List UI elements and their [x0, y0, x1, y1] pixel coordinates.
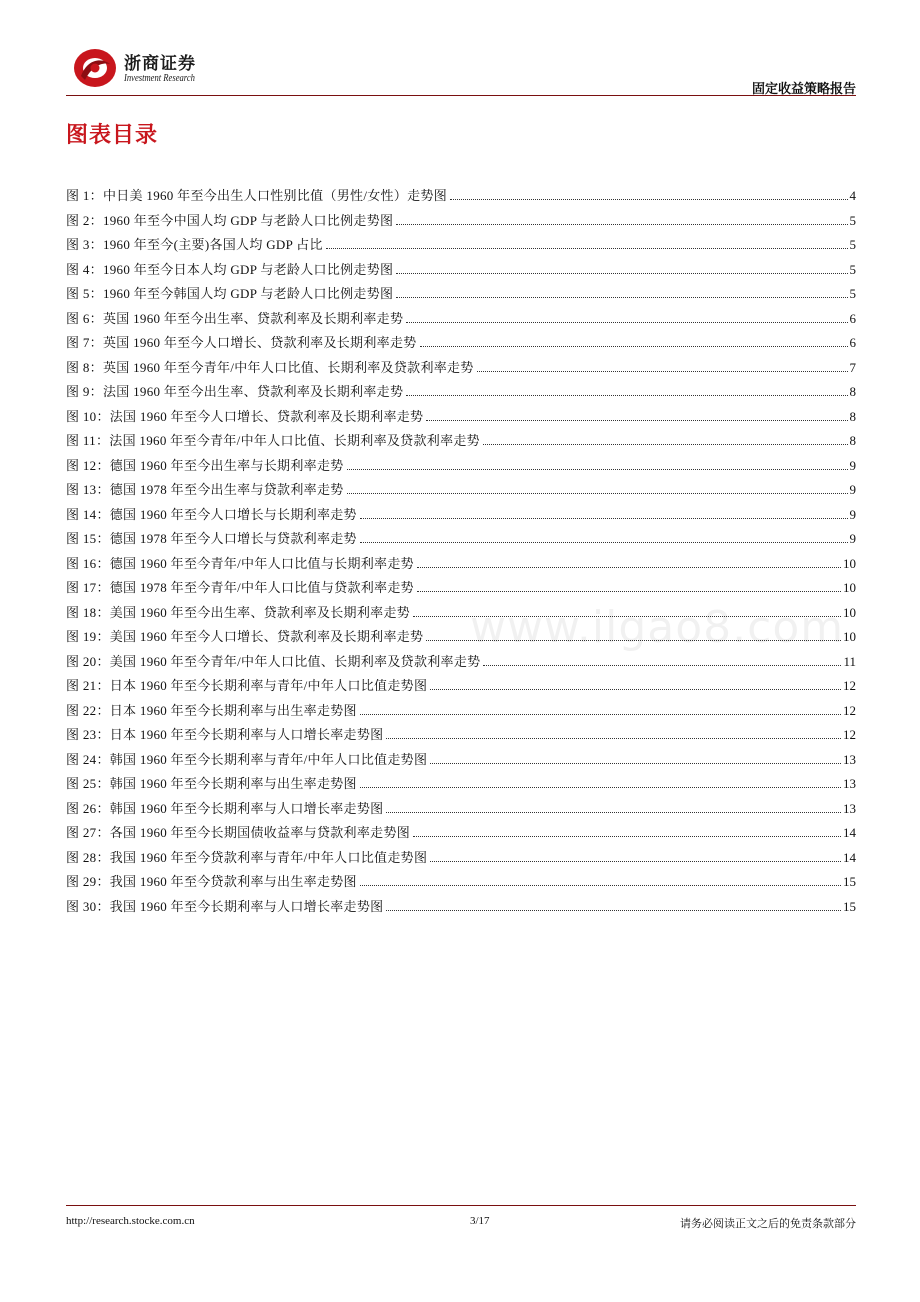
toc-dot-leader: [360, 542, 848, 543]
toc-dot-leader: [406, 322, 847, 323]
toc-entry-label: 图 10：法国 1960 年至今人口增长、贷款利率及长期利率走势: [66, 408, 424, 424]
toc-entry-page: 13: [843, 776, 856, 791]
toc-entry[interactable]: [66, 553, 856, 578]
toc-entry[interactable]: [66, 455, 856, 480]
toc-entry-label: 图 12：德国 1960 年至今出生率与长期利率走势: [66, 457, 344, 473]
toc-entry-label: 图 13：德国 1978 年至今出生率与贷款利率走势: [66, 482, 344, 497]
toc-entry-page: 12: [843, 727, 856, 742]
toc-dot-leader: [430, 763, 841, 764]
toc-entry-label: 图 22：日本 1960 年至今长期利率与出生率走势图: [66, 702, 357, 718]
toc-entry-page: 4: [849, 188, 856, 203]
toc-entry-page: 9: [849, 482, 856, 497]
toc-entry-label: 图 18：美国 1960 年至今出生率、贷款利率及长期利率走势: [66, 604, 411, 620]
toc-dot-leader: [406, 395, 847, 396]
toc-entry-label: 图 21：日本 1960 年至今长期利率与青年/中年人口比值走势图: [66, 678, 428, 693]
toc-entry[interactable]: [66, 332, 856, 357]
toc-dot-leader: [420, 346, 848, 347]
toc-entry-page: 12: [843, 678, 856, 693]
toc-entry[interactable]: [66, 185, 856, 210]
toc-entry-label: 图 1：中日美 1960 年至今出生人口性别比值（男性/女性）走势图: [66, 188, 448, 203]
toc-dot-leader: [417, 591, 841, 592]
toc-dot-leader: [483, 444, 848, 445]
toc-dot-leader: [360, 885, 841, 886]
page-number: 3/17: [470, 1215, 490, 1227]
toc-entry[interactable]: [66, 308, 856, 333]
toc-dot-leader: [430, 689, 841, 690]
toc-entry[interactable]: [66, 577, 856, 602]
toc-dot-leader: [430, 861, 841, 862]
toc-entry[interactable]: [66, 822, 856, 847]
toc-dot-leader: [477, 371, 848, 372]
toc-entry-page: 14: [843, 825, 856, 840]
toc-entry[interactable]: [66, 651, 856, 676]
toc-entry-label: 图 24：韩国 1960 年至今长期利率与青年/中年人口比值走势图: [66, 751, 428, 767]
toc-entry-page: 8: [849, 433, 856, 448]
toc-entry[interactable]: [66, 210, 856, 235]
toc-dot-leader: [360, 714, 841, 715]
footer-url[interactable]: http://research.stocke.com.cn: [66, 1215, 195, 1227]
toc-entry-label: 图 15：德国 1978 年至今人口增长与贷款利率走势: [66, 531, 357, 546]
toc-dot-leader: [360, 518, 848, 519]
toc-entry[interactable]: [66, 381, 856, 406]
toc-dot-leader: [417, 567, 841, 568]
toc-entry-label: 图 17：德国 1978 年至今青年/中年人口比值与贷款利率走势: [66, 580, 414, 595]
toc-entry-label: 图 26：韩国 1960 年至今长期利率与人口增长率走势图: [66, 800, 384, 816]
toc-entry-page: 9: [849, 457, 856, 473]
toc-entry-label: 图 9：法国 1960 年至今出生率、贷款利率及长期利率走势: [66, 384, 404, 399]
toc-entry-page: 5: [849, 261, 856, 277]
toc-entry-page: 5: [849, 286, 856, 301]
brand-name-en: Investment Research: [124, 72, 195, 84]
page-header: [66, 44, 856, 96]
toc-entry-label: 图 14：德国 1960 年至今人口增长与长期利率走势: [66, 506, 357, 522]
toc-entry[interactable]: [66, 749, 856, 774]
toc-entry-label: 图 11：法国 1960 年至今青年/中年人口比值、长期利率及贷款利率走势: [66, 433, 480, 448]
toc-entry-page: 15: [843, 874, 856, 889]
toc-dot-leader: [396, 224, 847, 225]
toc-entry-label: 图 20：美国 1960 年至今青年/中年人口比值、长期利率及贷款利率走势: [66, 653, 481, 669]
toc-entry[interactable]: [66, 700, 856, 725]
toc-dot-leader: [326, 248, 848, 249]
toc-entry-page: 13: [843, 751, 856, 767]
toc-entry-page: 10: [843, 604, 856, 620]
toc-entry[interactable]: [66, 871, 856, 896]
toc-dot-leader: [450, 199, 847, 200]
toc-entry-label: 图 6：英国 1960 年至今出生率、贷款利率及长期利率走势: [66, 310, 404, 326]
toc-entry-label: 图 2：1960 年至今中国人均 GDP 与老龄人口比例走势图: [66, 212, 394, 228]
brand-name-cn: 浙商证券: [124, 54, 196, 73]
toc-entry[interactable]: [66, 724, 856, 749]
toc-entry-page: 8: [849, 384, 856, 399]
header-divider: [66, 95, 856, 96]
toc-entry-label: 图 4：1960 年至今日本人均 GDP 与老龄人口比例走势图: [66, 261, 394, 277]
toc-entry-label: 图 5：1960 年至今韩国人均 GDP 与老龄人口比例走势图: [66, 286, 394, 301]
toc-entry-page: 11: [843, 653, 856, 669]
toc-entry[interactable]: [66, 357, 856, 382]
brand-logo: [66, 44, 216, 92]
toc-dot-leader: [360, 787, 841, 788]
toc-entry-page: 13: [843, 800, 856, 816]
toc-entry[interactable]: [66, 504, 856, 529]
toc-entry-page: 6: [849, 310, 856, 326]
report-type: 固定收益策略报告: [751, 81, 856, 96]
toc-entry-label: 图 30：我国 1960 年至今长期利率与人口增长率走势图: [66, 898, 384, 914]
toc-entry-page: 10: [843, 629, 856, 644]
toc-dot-leader: [347, 493, 848, 494]
figure-list: [66, 185, 856, 920]
toc-dot-leader: [386, 812, 841, 813]
toc-entry-page: 7: [849, 359, 856, 375]
toc-entry[interactable]: [66, 234, 856, 259]
toc-entry[interactable]: [66, 259, 856, 284]
toc-entry-label: 图 28：我国 1960 年至今贷款利率与青年/中年人口比值走势图: [66, 849, 428, 865]
toc-entry-label: 图 16：德国 1960 年至今青年/中年人口比值与长期利率走势: [66, 555, 414, 571]
toc-entry-label: 图 3：1960 年至今(主要)各国人均 GDP 占比: [66, 237, 323, 252]
watermark: www.ilgao8.com: [470, 602, 845, 653]
footer-divider: [66, 1205, 856, 1206]
toc-dot-leader: [386, 910, 841, 911]
toc-entry-page: 8: [849, 408, 856, 424]
toc-dot-leader: [426, 420, 847, 421]
toc-entry[interactable]: [66, 406, 856, 431]
toc-entry-page: 5: [849, 237, 856, 252]
toc-entry[interactable]: [66, 479, 856, 504]
toc-entry-label: 图 23：日本 1960 年至今长期利率与人口增长率走势图: [66, 727, 384, 742]
disclaimer-notice: 请务必阅读正文之后的免责条款部分: [680, 1218, 856, 1230]
toc-entry-page: 10: [843, 580, 856, 595]
toc-entry-label: 图 8：英国 1960 年至今青年/中年人口比值、长期利率及贷款利率走势: [66, 359, 474, 375]
toc-entry-label: 图 27：各国 1960 年至今长期国债收益率与贷款利率走势图: [66, 825, 411, 840]
toc-entry[interactable]: [66, 798, 856, 823]
toc-dot-leader: [396, 297, 847, 298]
toc-entry[interactable]: [66, 675, 856, 700]
toc-dot-leader: [483, 665, 841, 666]
toc-entry-page: 5: [849, 212, 856, 228]
toc-entry-label: 图 7：英国 1960 年至今人口增长、贷款利率及长期利率走势: [66, 335, 417, 350]
toc-entry[interactable]: [66, 896, 856, 921]
toc-dot-leader: [347, 469, 848, 470]
toc-entry-label: 图 25：韩国 1960 年至今长期利率与出生率走势图: [66, 776, 357, 791]
toc-dot-leader: [413, 836, 841, 837]
toc-entry-page: 15: [843, 898, 856, 914]
toc-dot-leader: [396, 273, 847, 274]
toc-entry-page: 9: [849, 506, 856, 522]
toc-entry-page: 10: [843, 555, 856, 571]
toc-entry-page: 12: [843, 702, 856, 718]
toc-entry-label: 图 19：美国 1960 年至今人口增长、贷款利率及长期利率走势: [66, 629, 424, 644]
toc-entry[interactable]: [66, 430, 856, 455]
toc-entry[interactable]: [66, 847, 856, 872]
toc-entry-label: 图 29：我国 1960 年至今贷款利率与出生率走势图: [66, 874, 357, 889]
toc-entry-page: 14: [843, 849, 856, 865]
toc-entry[interactable]: [66, 528, 856, 553]
toc-entry-page: 6: [849, 335, 856, 350]
toc-entry[interactable]: [66, 773, 856, 798]
toc-entry[interactable]: [66, 283, 856, 308]
brand-logo-icon: [72, 46, 118, 90]
toc-entry-page: 9: [849, 531, 856, 546]
toc-dot-leader: [386, 738, 841, 739]
toc-title: 图表目录: [66, 123, 159, 148]
